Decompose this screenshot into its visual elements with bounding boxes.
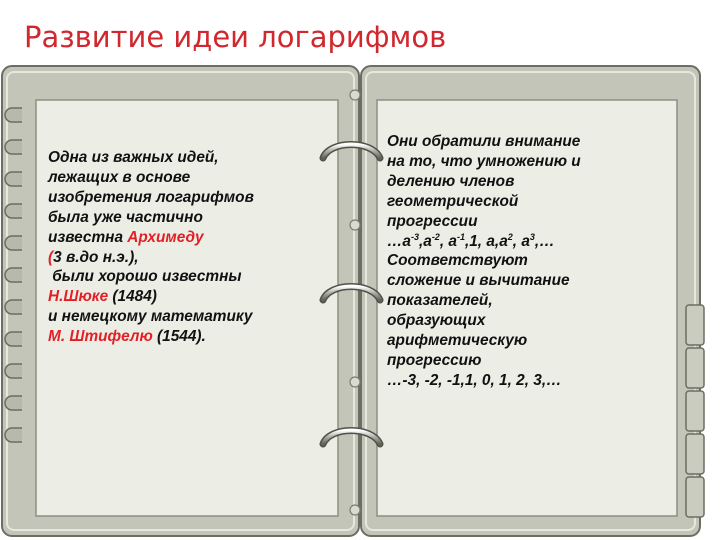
geo-exponent: -2 — [431, 231, 440, 242]
right-line: показателей, — [387, 292, 493, 310]
right-line: прогрессии — [387, 212, 478, 230]
left-line: и немецкому математику — [48, 308, 253, 326]
geo-term: , a — [439, 232, 457, 250]
left-line: изобретения логарифмов — [48, 188, 254, 206]
slide-title: Развитие идеи логарифмов — [24, 20, 447, 54]
year-stifel: (1544). — [152, 328, 206, 346]
geo-term: ,a — [418, 232, 432, 250]
right-line: образующих — [387, 312, 486, 330]
left-line — [48, 287, 338, 307]
left-line — [48, 248, 338, 268]
left-line: лежащих в основе — [48, 168, 191, 186]
arithmetic-progression: …-3, -2, -1,1, 0, 1, 2, 3,… — [387, 371, 562, 389]
right-line: арифметическую — [387, 332, 528, 350]
left-line: были хорошо известны — [48, 268, 242, 286]
geo-exponent: -1 — [456, 231, 465, 242]
name-archimedes: Архимеду — [127, 228, 204, 246]
right-line: Соответствуют — [387, 252, 528, 270]
left-line: была уже частично — [48, 208, 203, 226]
right-page-text — [387, 132, 687, 391]
geo-term: , a — [512, 232, 530, 250]
left-line: Одна из важных идей, — [48, 149, 219, 166]
right-line: делению членов — [387, 172, 515, 190]
geometric-progression — [387, 232, 687, 252]
right-index-tabs — [686, 305, 704, 517]
geo-exponent: 3 — [529, 231, 535, 242]
geo-term: ,1, a,a — [464, 232, 508, 250]
geo-term: ,… — [534, 232, 555, 250]
right-line: сложение и вычитание — [387, 272, 570, 290]
year-chuquet: (1484) — [108, 288, 157, 306]
date-archimedes: 3 в.до н.э.), — [53, 248, 139, 266]
left-page-text — [48, 148, 338, 347]
right-line: Они обратили внимание — [387, 133, 581, 150]
name-chuquet: Н.Шюке — [48, 288, 109, 306]
geo-exponent: 2 — [507, 231, 513, 242]
left-line — [48, 228, 338, 248]
right-line: на то, что умножению и — [387, 152, 581, 170]
left-line — [48, 327, 338, 347]
right-line: прогрессию — [387, 351, 482, 369]
left-line-prefix: известна — [48, 228, 128, 246]
geo-exponent: -3 — [410, 231, 419, 242]
name-stifel: М. Штифелю — [48, 328, 153, 346]
right-line: геометрической — [387, 192, 519, 210]
geo-term: …a — [387, 232, 411, 250]
open-paren: ( — [48, 248, 54, 266]
